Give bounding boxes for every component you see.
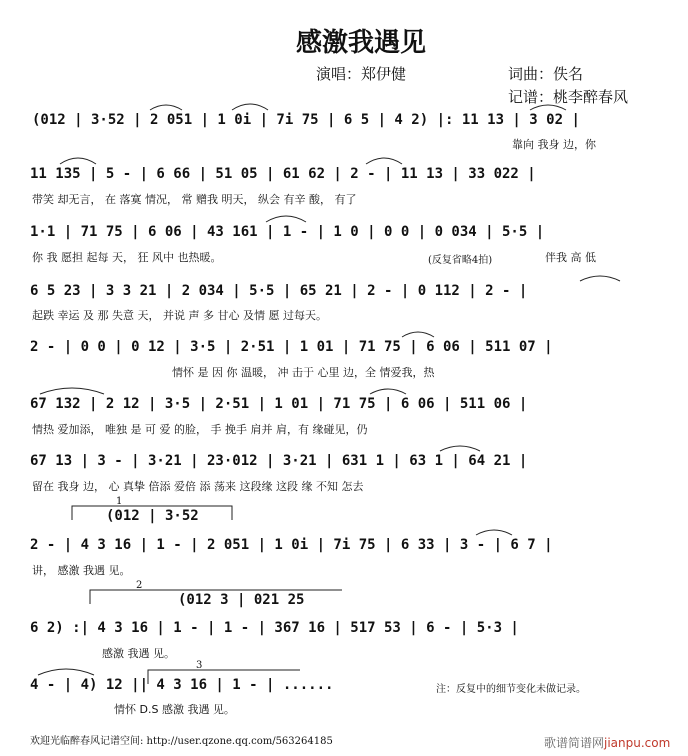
repeat-notes-1: (012 | 3·52 [106, 508, 199, 524]
repeat-notes-2: (012 3 | 021 25 [178, 592, 305, 608]
volta-brackets [72, 506, 342, 684]
slur [370, 389, 406, 394]
notation-line-1: (012 | 3·52 | 2 051 | 1 0i | 7i 75 | 6 5 | 4 2) |: 11 13 | 3 02 | [32, 112, 580, 128]
lyrics-line-2: 带笑 却无言， 在 落寞 情况， 常 赠我 明天， 纵会 有辛 酸， 有了 [32, 193, 357, 206]
footer-welcome: 欢迎光临醉春风记谱空间: http://user.qzone.qq.com/563264185 [30, 736, 333, 747]
volta-bracket-3 [148, 670, 300, 684]
lyrics-line-7: 留在 我身 边， 心 真挚 倍添 爱倍 添 荡来 这段缘 这段 缘 不知 怎去 [32, 480, 364, 493]
transcription-note: 注：反复中的细节变化未做记录。 [436, 684, 586, 695]
notation-line-8: 2 - | 4 3 16 | 1 - | 2 051 | 1 0i | 7i 75 | 6 33 | 3 - | 6 7 | [30, 537, 553, 553]
notation-line-10: 4 - | 4) 12 || 4 3 16 | 1 - | ...... [30, 677, 334, 693]
notation-line-3: 1·1 | 71 75 | 6 06 | 43 161 | 1 - | 1 0 | 0 0 | 0 034 | 5·5 | [30, 224, 545, 240]
notation-line-2: 11 135 | 5 - | 6 66 | 51 05 | 61 62 | 2 - | 11 13 | 33 022 | [30, 166, 536, 182]
watermark-text-a: 歌谱简谱网 [544, 736, 605, 750]
lyrics-line-4: 起跌 幸运 及 那 失意 天， 并说 声 多 甘心 及情 愿 过每天。 [32, 309, 327, 322]
lyricist-composer-credit: 词曲：佚名 [508, 65, 584, 83]
volta-bracket-2 [90, 590, 342, 604]
slur [440, 446, 480, 451]
notation-line-7: 67 13 | 3 - | 3·21 | 23·012 | 3·21 | 631 1 | 63 1 | 64 21 | [30, 453, 528, 469]
slur [266, 216, 306, 222]
slur [402, 332, 434, 337]
volta-1-label: 1 [116, 496, 123, 507]
watermark-text-b: jianpu.com [604, 736, 671, 750]
volta-2-label: 2 [136, 580, 143, 591]
notation-line-5: 2 - | 0 0 | 0 12 | 3·5 | 2·51 | 1 01 | 71 75 | 6 06 | 511 07 | [30, 339, 553, 355]
slur [38, 669, 94, 675]
lyrics-line-5: 情怀 是 因 你 温暖， 冲 击于 心里 边，全 情爱我，热 [172, 366, 435, 379]
slur [150, 105, 182, 110]
lyrics-line-8: 讲， 感激 我遇 见。 [32, 564, 131, 577]
song-title: 感激我遇见 [296, 28, 427, 58]
notation-line-4: 6 5 23 | 3 3 21 | 2 034 | 5·5 | 65 21 | 2 - | 0 112 | 2 - | [30, 283, 528, 299]
lyrics-line-3b: 伴我 高 低 [545, 251, 596, 264]
lyrics-line-9: 感激 我遇 见。 [102, 647, 175, 660]
notation-line-6: 67 132 | 2 12 | 3·5 | 2·51 | 1 01 | 71 75 | 6 06 | 511 06 | [30, 396, 528, 412]
transcriber-credit: 记谱：桃李醉春风 [508, 88, 629, 106]
slur [60, 158, 96, 164]
lyrics-line-3: 你 我 愿担 起每 天， 狂 风中 也热暖。 [32, 251, 222, 264]
slur [232, 104, 268, 110]
slur [530, 105, 566, 110]
lyrics-line-10: 情怀 D.S 感激 我遇 见。 [114, 703, 235, 716]
lyrics-line-1: 靠向 我身 边，你 [512, 138, 596, 151]
volta-3-label: 3 [196, 660, 203, 671]
slur [580, 276, 620, 281]
slur [40, 388, 104, 394]
repeat-aside-note: (反复省略4拍) [428, 255, 493, 266]
slur-marks [38, 104, 620, 675]
singer-credit: 演唱：郑伊健 [316, 65, 407, 83]
slur [366, 158, 402, 164]
slur [476, 530, 512, 535]
volta-bracket-1 [72, 506, 232, 520]
lyrics-line-6: 情热 爱加添， 唯独 是 可 爱 的脸， 手 挽手 肩并 肩，有 缘碰见，仍 [32, 423, 368, 436]
notation-line-9: 6 2) :| 4 3 16 | 1 - | 1 - | 367 16 | 517 53 | 6 - | 5·3 | [30, 620, 519, 636]
